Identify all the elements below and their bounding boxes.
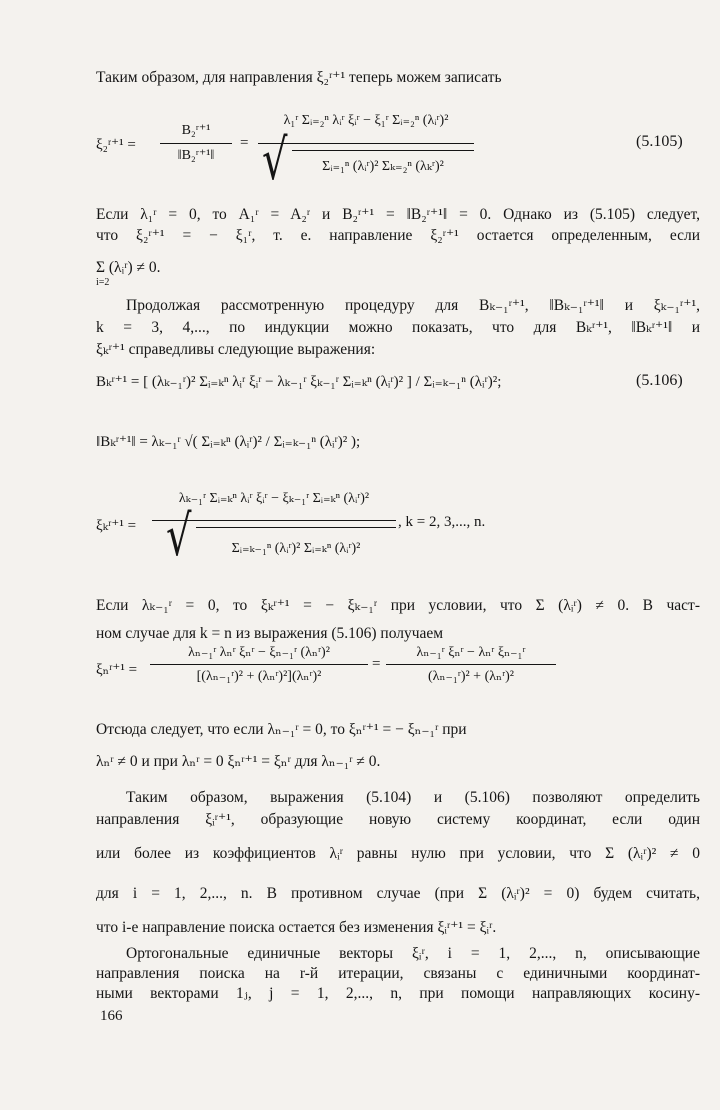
text-line: или более из коэффициентов λᵢʳ равны нулю при условии, что Σ (λᵢʳ)² ≠ 0	[96, 845, 700, 862]
eq-5-105-frac1-num: B₂ʳ⁺¹	[181, 123, 211, 138]
text-line: что i-е направление поиска остается без изменения ξᵢʳ⁺¹ = ξᵢʳ.	[96, 919, 497, 936]
page-number: 166	[100, 1008, 123, 1024]
eq-5-106-xi-den: Σᵢ₌ₖ₋₁ⁿ (λᵢʳ)² Σᵢ₌ₖⁿ (λᵢʳ)²	[231, 541, 361, 556]
eq-5-105-lhs: ξ₂ʳ⁺¹ =	[96, 137, 136, 153]
fraction-bar	[386, 664, 556, 665]
equation-number: (5.106)	[636, 372, 683, 389]
text-line: Ортогональные единичные векторы ξᵢʳ, i = 1, 2,..., n, описывающие	[126, 945, 700, 962]
sqrt-vinculum	[292, 150, 474, 151]
eq-kn-frac1-num: λₙ₋₁ʳ λₙʳ ξₙʳ − ξₙ₋₁ʳ (λₙʳ)²	[188, 645, 330, 660]
eq-5-106-xi-num: λₖ₋₁ʳ Σᵢ₌ₖⁿ λᵢʳ ξᵢʳ − ξₖ₋₁ʳ Σᵢ₌ₖⁿ (λᵢʳ)²	[178, 491, 370, 506]
eq-5-106-xi-lhs: ξₖʳ⁺¹ =	[96, 518, 137, 534]
sqrt-sign: √	[262, 128, 288, 194]
eq-5-106-line-2: ‖Bₖʳ⁺¹‖ = λₖ₋₁ʳ √( Σᵢ₌ₖⁿ (λᵢʳ)² / Σᵢ₌ₖ₋₁ⁿ (λᵢʳ)² );	[96, 434, 361, 450]
text-line: что ξ₂ʳ⁺¹ = − ξ₁ʳ, т. е. направление ξ₂ʳ⁺¹ остается определенным, если	[96, 227, 700, 244]
eq-5-105-frac2-den: Σᵢ₌₁ⁿ (λᵢʳ)² Σₖ₌₂ⁿ (λₖʳ)²	[322, 159, 444, 174]
text-line: направления ξᵢʳ⁺¹, образующие новую систему координат, если один	[96, 811, 700, 828]
text-line: λₙʳ ≠ 0 и при λₙʳ = 0 ξₙʳ⁺¹ = ξₙʳ для λₙ₋₁ʳ ≠ 0.	[96, 753, 381, 770]
text-line: Таким образом, выражения (5.104) и (5.106) позволяют определить	[126, 789, 700, 806]
text-line: k = 3, 4,..., по индукции можно показать, что для Bₖʳ⁺¹, ‖Bₖʳ⁺¹‖ и	[96, 319, 700, 336]
text-line: ными векторами 1ⱼ, j = 1, 2,..., n, при помощи направляющих косину-	[96, 985, 700, 1002]
text-line: Продолжая рассмотренную процедуру для Bₖ₋₁ʳ⁺¹, ‖Bₖ₋₁ʳ⁺¹‖ и ξₖ₋₁ʳ⁺¹,	[126, 297, 700, 314]
eq-5-106-line-1: Bₖʳ⁺¹ = [ (λₖ₋₁ʳ)² Σᵢ₌ₖⁿ λᵢʳ ξᵢʳ − λₖ₋₁ʳ ξₖ₋₁ʳ Σᵢ₌ₖⁿ (λᵢʳ)² ] / Σᵢ₌ₖ₋₁ⁿ (λᵢʳ)²;	[96, 374, 502, 390]
text-line: ном случае для k = n из выражения (5.106) получаем	[96, 625, 444, 642]
fraction-bar	[150, 664, 368, 665]
fraction-bar	[160, 143, 232, 144]
eq-5-105-frac1-den: ‖B₂ʳ⁺¹‖	[177, 148, 215, 163]
sqrt-sign: √	[166, 504, 192, 570]
text-line: Если λ₁ʳ = 0, то A₁ʳ = A₂ʳ и B₂ʳ⁺¹ = ‖B₂ʳ⁺¹‖ = 0. Однако из (5.105) следует,	[96, 206, 700, 223]
text-line: Если λₖ₋₁ʳ = 0, то ξₖʳ⁺¹ = − ξₖ₋₁ʳ при условии, что Σ (λᵢʳ) ≠ 0. В част-	[96, 597, 700, 614]
eq-5-105-frac2-num: λ₁ʳ Σᵢ₌₂ⁿ λᵢʳ ξᵢʳ − ξ₁ʳ Σᵢ₌₂ⁿ (λᵢʳ)²	[283, 113, 449, 128]
sqrt-vinculum	[196, 527, 396, 528]
equals-sign: =	[372, 656, 381, 672]
text-line: Отсюда следует, что если λₙ₋₁ʳ = 0, то ξₙʳ⁺¹ = − ξₙ₋₁ʳ при	[96, 721, 467, 738]
eq-kn-frac2-den: (λₙ₋₁ʳ)² + (λₙʳ)²	[428, 669, 514, 684]
text-line: Σ (λᵢʳ) ≠ 0.	[96, 259, 161, 276]
eq-kn-frac1-den: [(λₙ₋₁ʳ)² + (λₙʳ)²](λₙʳ)²	[196, 669, 322, 684]
text-line: для i = 1, 2,..., n. В противном случае (при Σ (λᵢʳ)² = 0) будем считать,	[96, 885, 700, 902]
sum-lower-limit: i=2	[96, 277, 110, 288]
fraction-bar	[258, 143, 474, 144]
eq-kn-lhs: ξₙʳ⁺¹ =	[96, 662, 138, 678]
text-line: Таким образом, для направления ξ₂ʳ⁺¹ теперь можем записать	[96, 69, 502, 86]
equation-number: (5.105)	[636, 133, 683, 150]
equals-sign: =	[240, 135, 249, 151]
text-line: направления поиска на r-й итерации, связаны с единичными координат-	[96, 965, 700, 982]
eq-5-106-xi-tail: , k = 2, 3,..., n.	[398, 514, 486, 530]
text-line: ξₖʳ⁺¹ справедливы следующие выражения:	[96, 341, 376, 358]
eq-kn-frac2-num: λₙ₋₁ʳ ξₙʳ − λₙʳ ξₙ₋₁ʳ	[416, 645, 526, 660]
